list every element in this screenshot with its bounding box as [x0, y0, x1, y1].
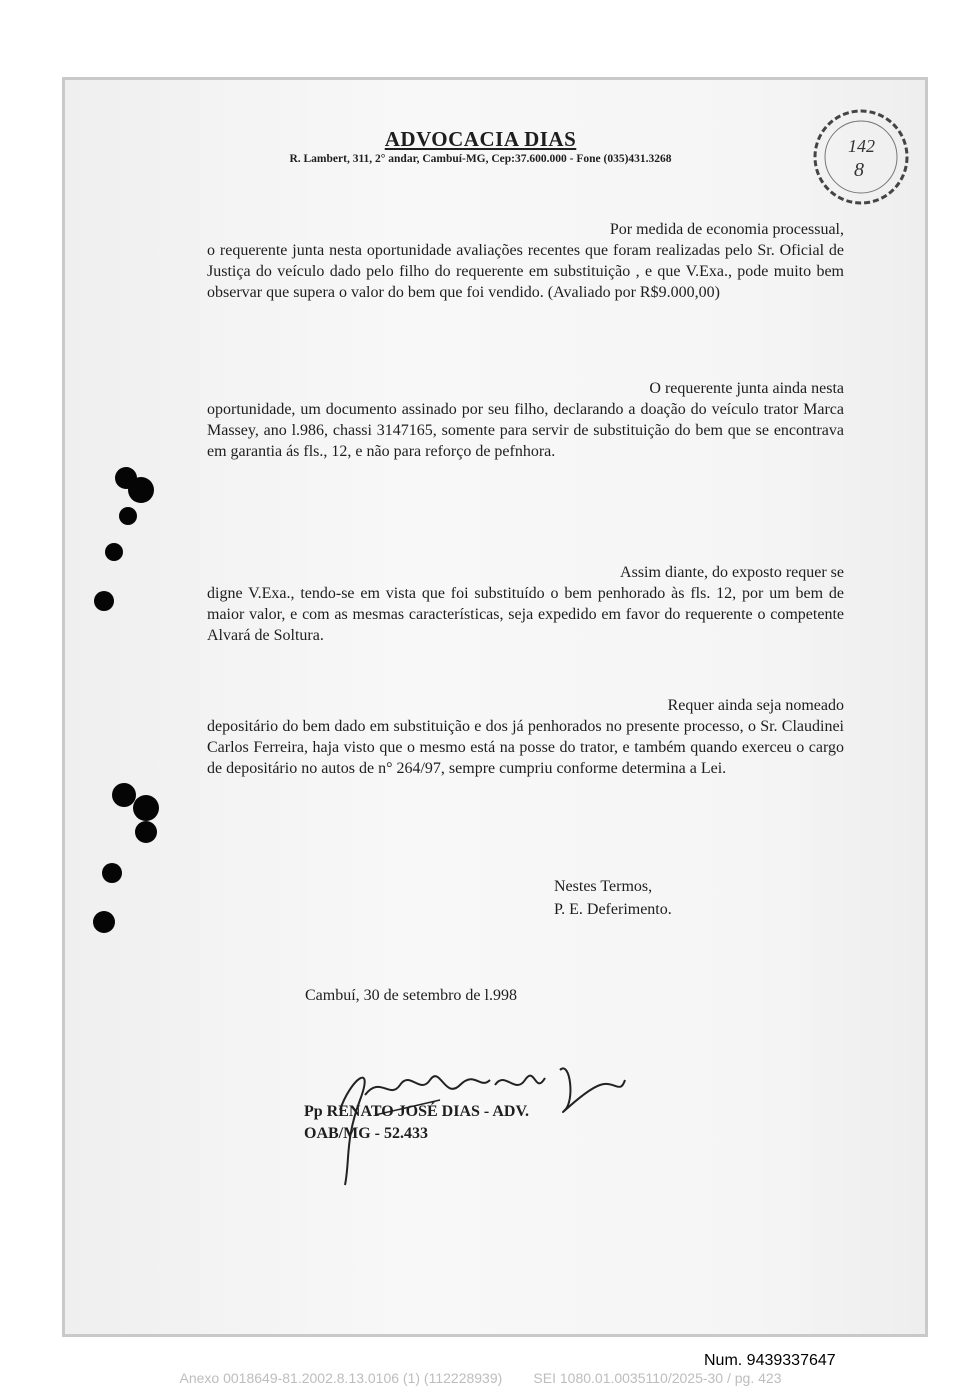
paragraph-2 — [207, 378, 844, 462]
paragraph-3-lead: Assim diante, do exposto requer se — [620, 564, 844, 581]
closing-block — [554, 875, 672, 921]
document-reference: Anexo 0018649-81.2002.8.13.0106 (1) (112228939) SEI 1080.01.0035110/2025-30 / pg. 423 — [179, 1370, 782, 1386]
stamp-page-number: 142 — [848, 136, 875, 156]
signer-oab: OAB/MG - 52.433 — [304, 1125, 428, 1142]
signer-block — [304, 1101, 529, 1145]
closing-line-2: P. E. Deferimento. — [554, 901, 672, 918]
stamp-mark: 8 — [854, 159, 864, 181]
firm-name: ADVOCACIA DIAS — [384, 127, 577, 151]
paragraph-4-lead: Requer ainda seja nomeado — [667, 697, 844, 714]
protocol-stamp — [808, 104, 914, 210]
paragraph-1-lead: Por medida de economia processual, — [609, 221, 844, 238]
signer-name: Pp RENATO JOSÉ DIAS - ADV. — [304, 1103, 529, 1120]
paragraph-4-text: depositário do bem dado em substituição e dos já penhorados no presente processo, o Sr. Claudinei Carlos Ferreira, haja visto que o mesmo está na posse do trator, e também quando exerceu o cargo de depositário no autos de n° 264/97, sempre cumpriu conforme determina a Lei. — [207, 718, 844, 777]
paragraph-2-lead: O requerente junta ainda nesta — [649, 380, 844, 397]
closing-line-1: Nestes Termos, — [554, 878, 653, 895]
paragraph-2-text: oportunidade, um documento assinado por seu filho, declarando a doação do veículo trator Marca Massey, ano l.986, chassi 3147165, somente para servir de substituição do bem que se encontrava em garantia ás fls., 12, e não para reforço de pefnhora. — [207, 401, 844, 460]
document-number: Num. 9439337647 — [704, 1352, 836, 1369]
paragraph-3-text: digne V.Exa., tendo-se em vista que foi substituído o bem penhorado às fls. 12, por um bem de maior valor, e com as mesmas características, seja expedido em favor do requerente o competente Alvará de Soltura. — [207, 585, 844, 644]
paragraph-1-text: o requerente junta nesta oportunidade avaliações recentes que foram realizadas pelo Sr. Oficial de Justiça do veículo dado pelo filho do requerente em substituição , e que V.Exa., pode muito bem observar que supera o valor do bem que foi vendido. (Avaliado por R$9.000,00) — [207, 242, 844, 301]
paragraph-3 — [207, 562, 844, 646]
firm-address: R. Lambert, 311, 2° andar, Cambuí-MG, Cep:37.600.000 - Fone (035)431.3268 — [289, 153, 672, 165]
paragraph-4 — [207, 695, 844, 779]
date-line: Cambuí, 30 de setembro de l.998 — [305, 987, 517, 1004]
paragraph-1 — [207, 219, 844, 303]
